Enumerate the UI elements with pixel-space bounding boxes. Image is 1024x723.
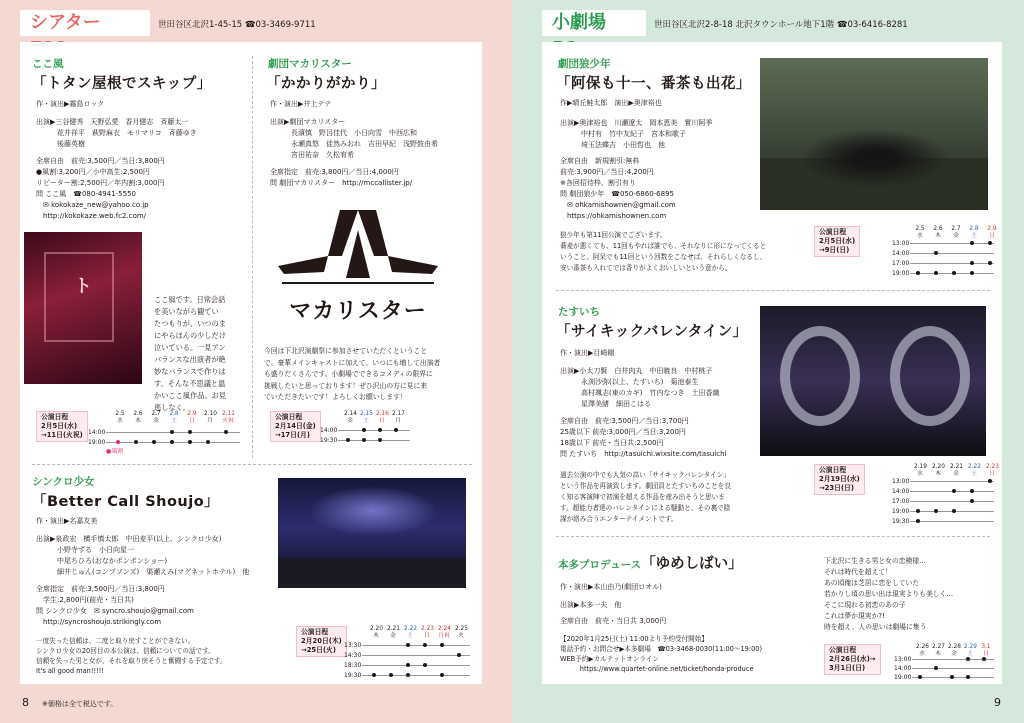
credit-shincro: 作・演出▶名嘉友美 [36,517,98,525]
sched-date: 2.8 土 [969,226,979,239]
sched-date: 2.16 日 [376,411,389,424]
sched-date: 2.6 木 [133,411,143,424]
tickets-kokokaze: 全席自由 前売:3,500円／当日:3,800円 ●風割:3,200円／小中高生:2,500円 リピーター割:2,500円／年内割:3,000円 [36,157,165,187]
sched-date: 2.6 木 [933,226,943,239]
sched-date: 2.17 月 [392,411,405,424]
schedule-kokokaze [36,411,256,457]
makaristar-logo-text: マカリスター [289,299,427,324]
schedule-okami [814,226,997,282]
description-makaristar: 今回は下北沢演劇祭に参加させていただくということ で、豪華メインキャストに加えて、いつにも増して出演者 も盛りだくさんです。小劇場でできるコメディの限界に 挑戦したいと思っております！ぜひ沢山の方に見に来 ていただきたいです！よろしくお願いします！ [264,347,441,401]
play-title-kokokaze: 「トタン屋根でスキップ」 [32,76,212,92]
sched-time: 19:30 [344,672,362,679]
poster-kokokaze: ト [24,232,142,384]
sched-time: 18:30 [344,662,362,669]
cast-shincro: 出演▶泉政宏 横手慎太郎 中田麦平(以上、シンクロ少女) 小野寺ずる 小日向星一 中尾ちひろ(おなかポンポンショー) 細井じゅん(コンプソンズ) 渠瀬えみ(マグネットホテル) 他 [36,535,250,576]
sched-date: 2.14 金 [344,411,357,424]
schedule-honda [824,644,998,682]
sched-note-kokokaze: ●風割 [106,448,124,455]
sched-time: 19:30 [892,518,910,525]
right-content-panel [542,42,1002,684]
sched-date: 2.11 火祝 [222,411,235,424]
sched-date: 2.28 金 [948,644,961,657]
sched-time: 14:00 [892,488,910,495]
sched-date: 2.21 金 [950,464,963,477]
cast-kokokaze: 出演▶三谷健秀 天野弘愛 香月健志 斉藤太一 花井祥平 萩野麻衣 モリマリコ 斉藤ゆき 後藤英樹 [36,118,197,148]
play-title-honda: 「ゆめしばい」 [641,556,743,572]
cast-okami: 出演▶奥津裕也 川瀬遼太 岡本恵美 實川阿季 中村有 竹中友紀子 宮本和歌子 埼玉法蝶吉 小田哲也 他 [560,119,713,149]
company-shincro: シンクロ少女 [32,476,95,488]
tickets-shincro: 全席指定 前売:3,500円／当日:3,800円 学生:2,800円(前売・当日共) 問 シンクロ少女 ✉ syncro.shoujo@gmail.com http://syncroshoujo.strikingly.com [36,585,194,626]
schedule-shincro [296,626,476,682]
footnote: ※価格は全て税込です。 [42,700,118,708]
sched-date: 2.9 日 [987,226,997,239]
description-okami: 狼少年も第11回公演でございます。 蕎麦が悪くても、11回もやれば誰でも、それなりに形になってくると いうこと。阿呆でも11回という回数をこなせば、それらしくなるし、 安い番茶も入れてでは香りがよくおいしいという意から。 [560,231,767,272]
sched-time: 19:00 [894,674,912,681]
sched-date: 2.23 日 [421,626,434,639]
poem-honda: 下北沢に生きる男と女の恋模様… それは時代を超えて！ あの頃俺は芝居に恋をしていた 若かりし頃の思い出は現実よりも美しく… そこに現れる初恋のあの子 これは夢か現実か?! 時を超え、人の思いは劇場に集う [824,557,954,631]
company-makaristar: 劇団マカリスター [268,58,352,70]
credit-makaristar: 作・演出▶井上テテ [270,100,332,108]
tickets-okami: 全席自由 新規割引:無料 前売:3,900円／当日:4,200円 ※各回招待枠、割引有り 問 劇団狼少年 ☎050-6860-6895 ✉ ohkamishownen@gmail.com https://ohkamishownen.com [560,157,676,220]
sched-time: 13:00 [892,240,910,247]
sched-time: 19:00 [892,270,910,277]
sched-time: 14:30 [344,652,362,659]
tickets-makaristar: 全席指定 前売:3,800円／当日:4,000円 問 劇団マカリスター http://mccallister.jp/ [270,168,413,187]
stage-photo-tasuichi [760,306,986,456]
company-okami: 劇団狼少年 [558,58,611,70]
sched-date: 2.9 日 [187,411,197,424]
schedule-tasuichi [814,464,999,528]
sched-date: 2.20 木 [370,626,383,639]
right-page [512,0,1024,723]
sched-date: 2.7 金 [951,226,961,239]
company-tasuichi: たすいち [558,306,600,318]
sched-time: 13:30 [344,642,362,649]
schedule-label-okami: 公演日程 2月5日(水) →9日(日) [814,226,860,257]
sched-time: 14:00 [894,665,912,672]
sched-date: 2.5 水 [115,411,125,424]
description-shincro: 一度失った信頼は、二度と取り戻すことができない。 シンクロ少女の20回目の本公演は、信頼についての話です。 信頼を失った男と女が、それを取り戻そうと奮闘する予定です。 It's all good man!!!!! [36,637,227,675]
schedule-label-shincro: 公演日程 2月20日(木) →25日(火) [296,626,347,657]
sched-date: 2.19 水 [914,464,927,477]
sched-date: 2.20 木 [932,464,945,477]
sched-date: 2.22 土 [968,464,981,477]
sched-time: 13:00 [894,656,912,663]
schedule-label-makaristar: 公演日程 2月14日(金) →17日(月) [270,411,321,442]
sched-date: 2.22 土 [404,626,417,639]
schedule-label-tasuichi: 公演日程 2月19日(水) →23日(日) [814,464,865,495]
sched-time: 17:00 [892,260,910,267]
sched-date: 2.7 金 [151,411,161,424]
credit-kokokaze: 作・演出▶霧島ロック [36,100,105,108]
group-photo-okami [760,58,988,210]
page-number-left: 8 [22,696,29,709]
company-honda: 本多プロデュース [558,559,642,571]
cast-makaristar: 出演▶劇団マカリスター 長濱慎 野呂佳代 小日向雪 中西広和 永瀬真悠 徒然みおれ 吉田早紀 浅野鼓由希 宮田祐奈 久松宥希 [270,118,438,159]
sched-date: 2.10 月 [204,411,217,424]
sched-time: 14:00 [88,429,106,436]
schedule-label-kokokaze: 公演日程 2月5日(水) →11日(火祝) [36,411,88,442]
schedule-label-honda: 公演日程 2月26日(水)→ 3月1日(日) [824,644,881,675]
sched-time: 19:00 [88,439,106,446]
credit-honda: 作・演出▶本山由乃(劇団ロオル) [560,583,662,591]
sched-date: 2.29 土 [964,644,977,657]
contact-honda: 【2020年1月25日(土) 11:00より予約受付開始】 電話予約・お問合せ▶本多劇場 ☎03-3468-0030(11:00〜19:00) WEB予約▶カルテットオンライン https://www.quartet-online.net/ticket/honda-produce [560,635,763,673]
honda-header [558,552,743,573]
page-number-right: 9 [994,696,1001,709]
makaristar-logo [278,210,438,330]
sched-date: 2.5 水 [915,226,925,239]
sched-time: 14:00 [892,250,910,257]
venue-title-b1: 小劇場 [542,10,646,36]
sched-date: 3.1 日 [981,644,991,657]
play-title-makaristar: 「かかりがかり」 [266,76,386,92]
sched-date: 2.21 金 [387,626,400,639]
tickets-tasuichi: 全席自由 前売:3,500円／当日:3,700円 25歳以下 前売:3,000円／当日:3,200円 18歳以下 前売・当日共:2,500円 問 たすいち http://tasuichi.wixsite.com/tasuichi [560,417,727,458]
schedule-makaristar [270,411,450,451]
sched-time: 13:00 [892,478,910,485]
sched-date: 2.27 木 [932,644,945,657]
sched-time: 14:00 [320,427,338,434]
play-title-shincro: 「Better Call Shoujo」 [32,494,220,510]
sched-date: 2.26 水 [916,644,929,657]
venue-title-theater711: シアター [20,10,150,36]
play-title-okami: 「阿保も十一、番茶も出花」 [556,76,751,92]
sched-date: 2.23 日 [986,464,999,477]
stage-photo-shincro [278,478,466,588]
credit-okami: 作▶晴丘鮭太郎 演出▶奥津裕也 [560,99,662,107]
left-content-panel [20,42,482,684]
cast-honda: 出演▶本多一夫 他 [560,601,622,609]
sched-date: 2.25 火 [455,626,468,639]
sched-time: 19:30 [320,437,338,444]
tickets-honda: 全席自由 前売・当日共 3,000円 [560,617,667,625]
sched-time: 19:00 [892,508,910,515]
company-kokokaze: ここ風 [32,58,64,70]
description-kokokaze: ここ風です。日常会話 を美いながら観てい たつもりが、いつのま にやらほんの少しだけ 泣いている。一見アン バランスな出演者が絶 妙なバランスで作りは す、そんな不思議と温 かいここ風作品。お見 逃しなく。 [154,295,226,412]
sched-date: 2.15 土 [360,411,373,424]
description-tasuichi: 過去公演の中でも人気の高い「サイキックバレンタイン」 という作品を再演致します。劇団員とたすいちのことを良 く知る客演陣で初演を超える作品を産み出そうと思いま す。超能力者達のバレンタインによる騒動と、その裏で陰 謀が絡み合うエンターテイメントです。 [560,471,731,523]
sched-time: 17:00 [892,498,910,505]
venue-address-b1: 世田谷区北沢2-8-18 北沢タウンホール地下1階 ☎03-6416-8281 [654,20,908,30]
play-title-tasuichi: 「サイキックバレンタイン」 [556,324,748,340]
cast-tasuichi: 出演▶小太刀賢 白井肉丸 中田暁良 中村桃子 永渕沙弥(以上、たすいち) 菊池泰生 高村颯志(東のカギ) 竹内なつき 土田香織 星澤美緒 細田こはる [560,367,720,408]
venue-address-theater711: 世田谷区北沢1-45-15 ☎03-3469-9711 [158,20,316,30]
sched-date: 2.8 土 [169,411,179,424]
contact-kokokaze: 問 ここ風 ☎080-4941-5550 ✉ kokokaze_new@yahoo.co.jp http://kokokaze.web.fc2.com/ [36,190,149,220]
sched-date: 2.24 月祝 [438,626,451,639]
credit-tasuichi: 作・演出▶目崎剛 [560,349,615,357]
